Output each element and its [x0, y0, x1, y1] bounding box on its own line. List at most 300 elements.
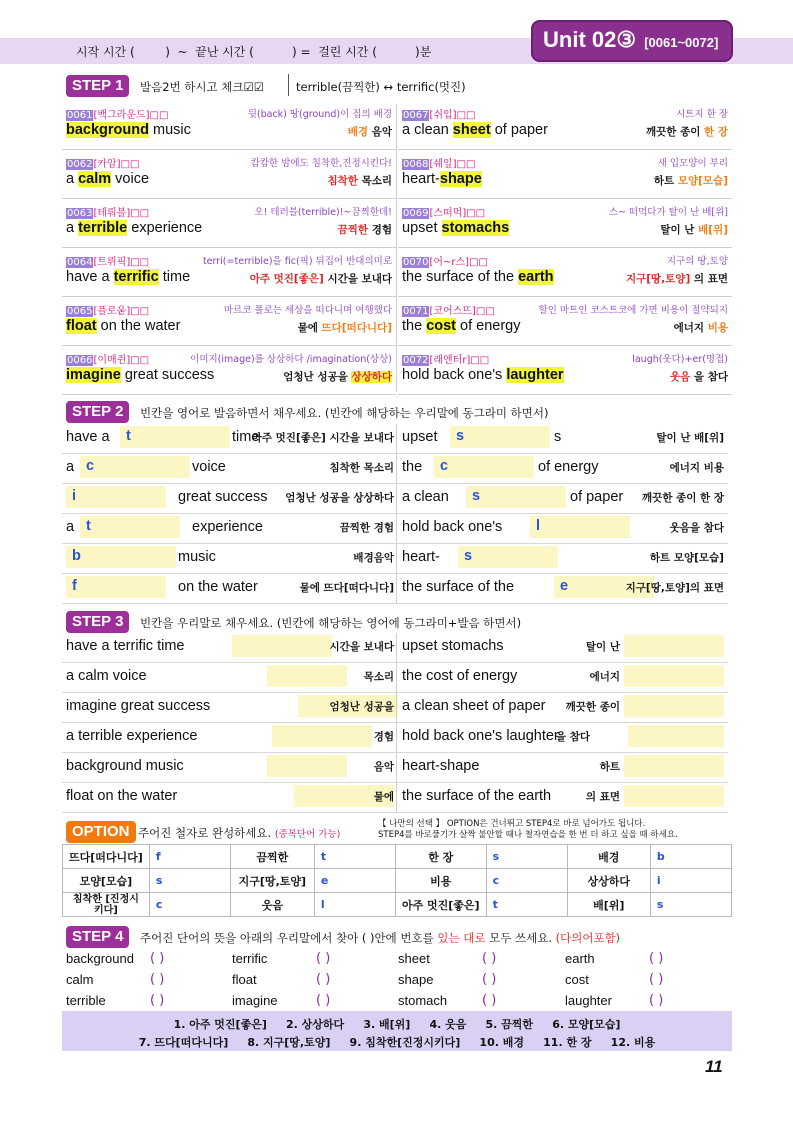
english-phrase: background music	[66, 758, 184, 774]
korean-meaning: 탈이 난 배[위]	[656, 432, 724, 444]
phrase-pre: heart-	[402, 171, 440, 187]
fill-blank[interactable]: s	[458, 546, 558, 568]
step4-instruction	[140, 930, 620, 946]
korean-hint: 하트	[599, 761, 620, 773]
memory-hint: 뒷(back) 땅(ground)이 집의 배경	[247, 109, 392, 120]
phrase-post: time	[158, 269, 191, 285]
fill-blank[interactable]	[624, 665, 724, 687]
fill-blank[interactable]	[267, 755, 347, 777]
option-instruction-note: (중복단어 가능)	[274, 829, 341, 840]
pronunciation-text: [테뤄블]□□	[93, 208, 150, 219]
example-phrase	[66, 220, 202, 236]
option-note	[378, 819, 678, 841]
answer-parentheses[interactable]: ( )	[482, 951, 497, 966]
step4-instruction-text: 주어진 단어의 뜻을 아래의 우리말에서 찾아 ( )안에 번호를	[140, 931, 434, 945]
korean-hint: 경험	[373, 731, 394, 743]
example-phrase	[402, 367, 564, 383]
phrase-pre: hold back one's	[402, 367, 507, 383]
example-phrase	[66, 122, 191, 138]
english-phrase: a calm voice	[66, 668, 147, 684]
answer-parentheses[interactable]: ( )	[482, 993, 497, 1008]
korean-hint: 시간을 보내다	[329, 641, 394, 653]
option-meaning: 웃음	[230, 893, 314, 917]
phrase-post: of paper	[490, 122, 548, 138]
korean-meaning: 배경음악	[353, 552, 394, 564]
fill-blank[interactable]: c	[434, 456, 534, 478]
option-letter[interactable]: t	[486, 893, 567, 917]
korean-hint: 을 참다	[555, 731, 590, 743]
korean-meaning	[283, 369, 392, 384]
fill-blank[interactable]: s	[450, 426, 550, 448]
answer-parentheses[interactable]: ( )	[150, 993, 165, 1008]
memory-hint: 캄캄한 밤에도 침착한,진정시킨다!	[250, 158, 392, 169]
phrase-pre: the surface of the	[402, 579, 515, 595]
target-word: laughter	[506, 367, 564, 383]
exercise-row	[62, 424, 728, 454]
vocab-entry	[398, 102, 732, 150]
answer-parentheses[interactable]: ( )	[316, 951, 331, 966]
fill-blank[interactable]: l	[530, 516, 630, 538]
option-meaning: 아주 멋진[좋은]	[395, 893, 486, 917]
phrase-pre: hold back one's	[402, 519, 503, 535]
example-phrase	[66, 367, 214, 383]
unit-title: Unit 02③	[543, 27, 637, 52]
phrase-post: music	[178, 549, 216, 565]
meaning-part: 을 참다	[693, 371, 728, 383]
english-phrase: hold back one's laughter	[402, 728, 559, 744]
fill-blank[interactable]: s	[466, 486, 566, 508]
fill-blank[interactable]: i	[66, 486, 166, 508]
page-number: 11	[705, 1057, 723, 1076]
pronunciation-text: [래앤터r]□□	[429, 355, 490, 366]
phrase-pre: a	[66, 519, 75, 535]
fill-blank[interactable]	[272, 725, 372, 747]
answer-parentheses[interactable]: ( )	[649, 993, 664, 1008]
meaning-part: 뜨다[떠다니다]	[321, 322, 392, 334]
vocab-entry	[62, 102, 396, 150]
column-divider	[396, 104, 397, 392]
entry-number: 0070	[403, 257, 429, 268]
target-word: calm	[78, 171, 112, 187]
pronunciation-text: [플로웉]□□	[93, 306, 150, 317]
pronunciation-text: [코어스뜨]□□	[429, 306, 495, 317]
exercise-row	[62, 484, 728, 514]
target-word: imagine	[66, 367, 121, 383]
pronunciation-text: [백그라운드]□□	[93, 110, 169, 121]
phrase-post: experience	[192, 519, 263, 535]
english-phrase: a terrible experience	[66, 728, 198, 744]
phrase-post: music	[148, 122, 191, 138]
vocab-entry	[62, 151, 396, 199]
phrase-pre: heart-	[402, 549, 440, 565]
phrase-post: time	[232, 429, 260, 445]
pronunciation	[402, 155, 475, 170]
option-instruction	[138, 825, 340, 841]
pronunciation	[402, 351, 489, 366]
english-phrase: have a terrific time	[66, 638, 185, 654]
pronunciation	[66, 302, 149, 317]
pronunciation-text: [쉐잎]□□	[429, 159, 476, 170]
entry-number: 0072	[403, 355, 429, 366]
phrase-pre: have a	[66, 269, 114, 285]
exercise-row	[62, 693, 728, 723]
exercise-row	[62, 633, 728, 663]
option-letter[interactable]: s	[486, 845, 567, 869]
target-word: terrific	[113, 269, 159, 285]
phrase-post: great success	[178, 489, 268, 505]
option-letter[interactable]: c	[149, 893, 230, 917]
memory-hint: 스~ 떠먹다가 탈이 난 배[위]	[608, 207, 728, 218]
vocab-entry	[62, 200, 396, 248]
english-phrase: float on the water	[66, 788, 178, 804]
fill-blank[interactable]: c	[80, 456, 190, 478]
exercise-row	[62, 783, 728, 813]
vocab-entry	[398, 200, 732, 248]
korean-meaning	[250, 271, 392, 286]
option-letter[interactable]: i	[650, 869, 731, 893]
option-row	[63, 893, 732, 917]
korean-meaning	[626, 271, 728, 286]
option-letter[interactable]: s	[650, 893, 731, 917]
entry-number: 0062	[67, 159, 93, 170]
meaning-part: 에너지	[673, 322, 705, 334]
fill-blank[interactable]	[628, 725, 724, 747]
korean-hint: 음악	[373, 761, 394, 773]
step4-word: sheet	[398, 951, 430, 966]
meaning-part: 아주 멋진[좋은]	[249, 273, 324, 285]
step4-word: stomach	[398, 993, 448, 1008]
english-phrase: heart-shape	[402, 758, 480, 774]
pronunciation	[66, 253, 149, 268]
english-phrase: upset stomachs	[402, 638, 504, 654]
meaning-part: 침착한	[327, 175, 358, 187]
vocab-entry	[398, 151, 732, 199]
exercise-row	[62, 753, 728, 783]
entry-number: 0061	[67, 110, 93, 121]
option-letter[interactable]: c	[486, 869, 567, 893]
step4-word: terrific	[232, 951, 268, 966]
memory-hint: 오! 테러블(terrible)!~끔찍한데!	[254, 207, 392, 218]
phrase-pre: upset	[402, 220, 442, 236]
pronunciation-text: [스떠먹]□□	[429, 208, 486, 219]
entry-number: 0063	[67, 208, 93, 219]
korean-meaning: 에너지 비용	[669, 462, 724, 474]
phrase-post: of energy	[538, 459, 599, 475]
step4-instruction-emph: 있는 대로	[437, 931, 486, 945]
korean-meaning	[338, 222, 392, 237]
option-row	[63, 869, 732, 893]
step4-word: earth	[565, 951, 595, 966]
exercise-row	[62, 574, 728, 604]
exercise-row	[62, 514, 728, 544]
divider	[288, 74, 289, 96]
korean-hint: 목소리	[363, 671, 394, 683]
phrase-post: on the water	[178, 579, 258, 595]
option-letter[interactable]: l	[314, 893, 395, 917]
pronunciation	[402, 302, 495, 317]
answer-parentheses[interactable]: ( )	[482, 972, 497, 987]
memory-hint: 새 입모양이 부리	[657, 158, 728, 169]
step3-badge: STEP 3	[66, 611, 129, 633]
example-phrase	[402, 269, 554, 285]
step4-instruction-tail: 모두 쓰세요.	[489, 931, 552, 945]
pronunciation-text: [트뤼픽]□□	[93, 257, 150, 268]
option-meaning: 지구[땅,토양]	[230, 869, 314, 893]
english-phrase: imagine great success	[66, 698, 211, 714]
korean-meaning	[298, 320, 392, 335]
example-phrase	[402, 318, 521, 334]
phrase-post: voice	[111, 171, 150, 187]
fill-blank[interactable]	[624, 785, 724, 807]
step2-instruction: 빈칸을 영어로 발음하면서 채우세요. (빈칸에 해당하는 우리말에 동그라미 하면서)	[140, 406, 549, 420]
target-word: float	[66, 318, 97, 334]
vocab-entry	[398, 347, 732, 395]
meaning-part: 의 표면	[693, 273, 728, 285]
meaning-part: 배[위]	[698, 224, 728, 236]
meaning-part: 목소리	[361, 175, 392, 187]
step4-badge: STEP 4	[66, 926, 129, 948]
entry-number: 0065	[67, 306, 93, 317]
time-record-line: 시작 시간 ( ) ~ 끝난 시간 ( ) = 걸린 시간 ( )분	[76, 45, 432, 59]
meaning-part: 경험	[371, 224, 392, 236]
korean-meaning: 하트 모양[모습]	[649, 552, 724, 564]
option-letter[interactable]: s	[149, 869, 230, 893]
exercise-row	[62, 454, 728, 484]
pronunciation	[66, 155, 139, 170]
korean-hint: 깨끗한 종이	[565, 701, 620, 713]
target-word: background	[66, 122, 149, 138]
target-word: shape	[439, 171, 482, 187]
fill-blank[interactable]	[624, 635, 724, 657]
korean-meaning: 웃음을 참다	[669, 522, 724, 534]
fill-blank[interactable]	[624, 695, 724, 717]
korean-meaning: 끔찍한 경험	[339, 522, 394, 534]
step4-word: shape	[398, 972, 434, 987]
option-meaning: 상상하다	[567, 869, 650, 893]
option-meaning: 침착한 [진정시키다]	[63, 893, 150, 917]
step1-instruction: 발음2번 하시고 체크☑☑	[140, 80, 265, 94]
meaning-part: 모양[모습]	[677, 175, 728, 187]
answer-parentheses[interactable]: ( )	[316, 972, 331, 987]
meaning-part: 깨끗한 종이	[646, 126, 701, 138]
step1-note: terrible(끔찍한) ↔ terrific(멋진)	[296, 80, 466, 94]
option-letter[interactable]: f	[149, 845, 230, 869]
fill-blank[interactable]: f	[66, 576, 166, 598]
korean-meaning: 엄청난 성공을 상상하다	[285, 492, 394, 504]
korean-meaning: 침착한 목소리	[329, 462, 394, 474]
phrase-pre: a	[66, 459, 75, 475]
option-meaning: 비용	[395, 869, 486, 893]
exercise-row	[62, 663, 728, 693]
phrase-pre: have a	[66, 429, 110, 445]
column-divider	[396, 424, 397, 604]
option-meaning: 배[위]	[567, 893, 650, 917]
korean-hint: 엄청난 성공을	[329, 701, 394, 713]
unit-range: [0061~0072]	[644, 35, 719, 50]
english-phrase: the cost of energy	[402, 668, 518, 684]
answer-parentheses[interactable]: ( )	[150, 951, 165, 966]
option-instruction-text: 주어진 철자로 완성하세요.	[138, 826, 272, 840]
example-phrase	[66, 269, 190, 285]
option-meaning: 배경	[567, 845, 650, 869]
step1-vocab-grid	[62, 102, 732, 392]
phrase-pre: the surface of the	[402, 269, 519, 285]
pronunciation-text: [카암]□□	[93, 159, 140, 170]
answer-parentheses[interactable]: ( )	[649, 972, 664, 987]
meaning-part: 탈이 난	[660, 224, 695, 236]
phrase-post: experience	[127, 220, 203, 236]
target-word: cost	[426, 318, 457, 334]
answer-parentheses[interactable]: ( )	[316, 993, 331, 1008]
korean-hint: 의 표면	[585, 791, 620, 803]
phrase-post: of paper	[570, 489, 624, 505]
pronunciation-text: [이매쥔]□□	[93, 355, 150, 366]
phrase-pre: a clean	[402, 122, 453, 138]
answer-bank-row2: 7. 뜨다[떠다니다] 8. 지구[땅,토양] 9. 침착한[진정시키다] 10. 배경 11. 한 장 12. 비용	[138, 1036, 656, 1049]
entry-number: 0067	[403, 110, 429, 121]
option-letter[interactable]: e	[314, 869, 395, 893]
english-phrase: a clean sheet of paper	[402, 698, 546, 714]
meaning-part: 비용	[707, 322, 728, 334]
meaning-part: 지구[땅,토양]	[625, 273, 691, 285]
target-word: earth	[518, 269, 554, 285]
korean-meaning	[327, 173, 392, 188]
target-word: stomachs	[441, 220, 510, 236]
memory-hint: 이미지(image)를 상상하다 /imagination(상상)	[190, 354, 392, 365]
memory-hint: laugh(웃다)+er(명접)	[632, 354, 728, 365]
meaning-part: 상상하다	[351, 371, 392, 383]
option-note-line2: STEP4를 바로풀기가 살짝 불안할 때나 철자연습을 한 번 더 하고 싶을 때 하세요.	[378, 830, 678, 840]
fill-blank[interactable]: t	[80, 516, 180, 538]
memory-hint: 지구의 땅,토양	[666, 256, 728, 267]
meaning-part: 배경	[347, 126, 369, 138]
fill-blank[interactable]: e	[554, 576, 654, 598]
exercise-row	[62, 544, 728, 574]
option-letter[interactable]: t	[314, 845, 395, 869]
entry-number: 0068	[403, 159, 429, 170]
phrase-pre: upset	[402, 429, 438, 445]
exercise-row	[62, 723, 728, 753]
vocab-entry	[62, 249, 396, 297]
option-table	[62, 844, 732, 917]
step4-word: background	[66, 951, 134, 966]
korean-meaning	[660, 222, 728, 237]
english-phrase: the surface of the earth	[402, 788, 552, 804]
korean-meaning	[654, 173, 728, 188]
korean-meaning: 지구[땅,토양]의 표면	[625, 582, 724, 594]
meaning-part: 웃음	[669, 371, 691, 383]
memory-hint: 시트지 한 장	[676, 109, 728, 120]
answer-bank-row1: 1. 아주 멋진[좋은] 2. 상상하다 3. 배[위] 4. 웃음 5. 끔찍한 6. 모양[모습]	[173, 1018, 621, 1031]
phrase-pre: a	[66, 220, 79, 236]
example-phrase	[66, 171, 149, 187]
phrase-post: voice	[192, 459, 226, 475]
option-row	[63, 845, 732, 869]
step4-instruction-paren: (다의어포함)	[555, 931, 621, 945]
step3-instruction: 빈칸을 우리말로 채우세요. (빈칸에 해당하는 영어에 동그라미+발음 하면서)	[140, 616, 522, 630]
answer-bank	[62, 1011, 732, 1051]
fill-blank[interactable]	[232, 635, 332, 657]
step4-word: laughter	[565, 993, 612, 1008]
korean-hint: 에너지	[589, 671, 620, 683]
fill-blank[interactable]: b	[66, 546, 176, 568]
example-phrase	[402, 171, 482, 187]
example-phrase	[402, 122, 548, 138]
pronunciation	[402, 253, 488, 268]
meaning-part: 음악	[371, 126, 392, 138]
step4-word: calm	[66, 972, 94, 987]
vocab-entry	[62, 347, 396, 395]
phrase-post: great success	[120, 367, 215, 383]
pronunciation	[402, 106, 475, 121]
answer-parentheses[interactable]: ( )	[150, 972, 165, 987]
example-phrase	[402, 220, 509, 236]
korean-hint: 물에	[373, 791, 394, 803]
target-word: sheet	[452, 122, 491, 138]
entry-number: 0064	[67, 257, 93, 268]
korean-meaning	[674, 320, 728, 335]
phrase-pre: a	[66, 171, 79, 187]
meaning-part: 한 장	[704, 126, 728, 138]
option-meaning: 뜨다[떠다니다]	[63, 845, 150, 869]
korean-meaning	[646, 124, 728, 139]
option-meaning: 끔찍한	[230, 845, 314, 869]
pronunciation-text: [어~r스]□□	[429, 257, 488, 268]
fill-blank[interactable]	[267, 665, 347, 687]
step4-word: cost	[565, 972, 589, 987]
fill-blank[interactable]	[624, 755, 724, 777]
entry-number: 0069	[403, 208, 429, 219]
meaning-part: 물에	[297, 322, 318, 334]
option-meaning: 모양[모습]	[63, 869, 150, 893]
column-divider	[396, 633, 397, 813]
pronunciation	[402, 204, 485, 219]
memory-hint: terri(=terrible)을 fic(픽) 뒤집어 반대의미로	[202, 256, 392, 267]
meaning-part: 끔찍한	[337, 224, 369, 236]
meaning-part: 하트	[653, 175, 675, 187]
meaning-part: 엄청난 성공을	[283, 371, 348, 383]
option-letter[interactable]: b	[650, 845, 731, 869]
fill-blank[interactable]: t	[120, 426, 230, 448]
vocab-entry	[398, 249, 732, 297]
pronunciation-text: [쉬입]□□	[429, 110, 476, 121]
phrase-pre: a clean	[402, 489, 449, 505]
pronunciation	[66, 204, 149, 219]
pronunciation	[66, 106, 168, 121]
step4-word: float	[232, 972, 257, 987]
korean-meaning	[348, 124, 392, 139]
phrase-post: of energy	[456, 318, 521, 334]
memory-hint: 할인 마트인 코스트코에 가면 비용이 절약되지	[538, 305, 728, 316]
step4-word: imagine	[232, 993, 278, 1008]
korean-meaning: 물에 뜨다[떠다니다]	[299, 582, 394, 594]
korean-meaning: 아주 멋진[좋은] 시간을 보내다	[251, 432, 394, 444]
option-note-line1: 【 나만의 선택 】 OPTION은 건너뛰고 STEP4로 바로 넘어가도 됩니다.	[378, 819, 646, 829]
phrase-post: on the water	[96, 318, 181, 334]
memory-hint: 마르코 폴로는 세상을 떠다니며 여행했다	[223, 305, 392, 316]
korean-meaning	[670, 369, 728, 384]
pronunciation	[66, 351, 149, 366]
vocab-entry	[398, 298, 732, 346]
example-phrase	[66, 318, 180, 334]
step2-badge: STEP 2	[66, 401, 129, 423]
step4-word: terrible	[66, 993, 106, 1008]
unit-badge	[531, 20, 733, 62]
korean-meaning: 깨끗한 종이 한 장	[642, 492, 724, 504]
answer-parentheses[interactable]: ( )	[649, 951, 664, 966]
step1-badge: STEP 1	[66, 75, 129, 97]
vocab-entry	[62, 298, 396, 346]
